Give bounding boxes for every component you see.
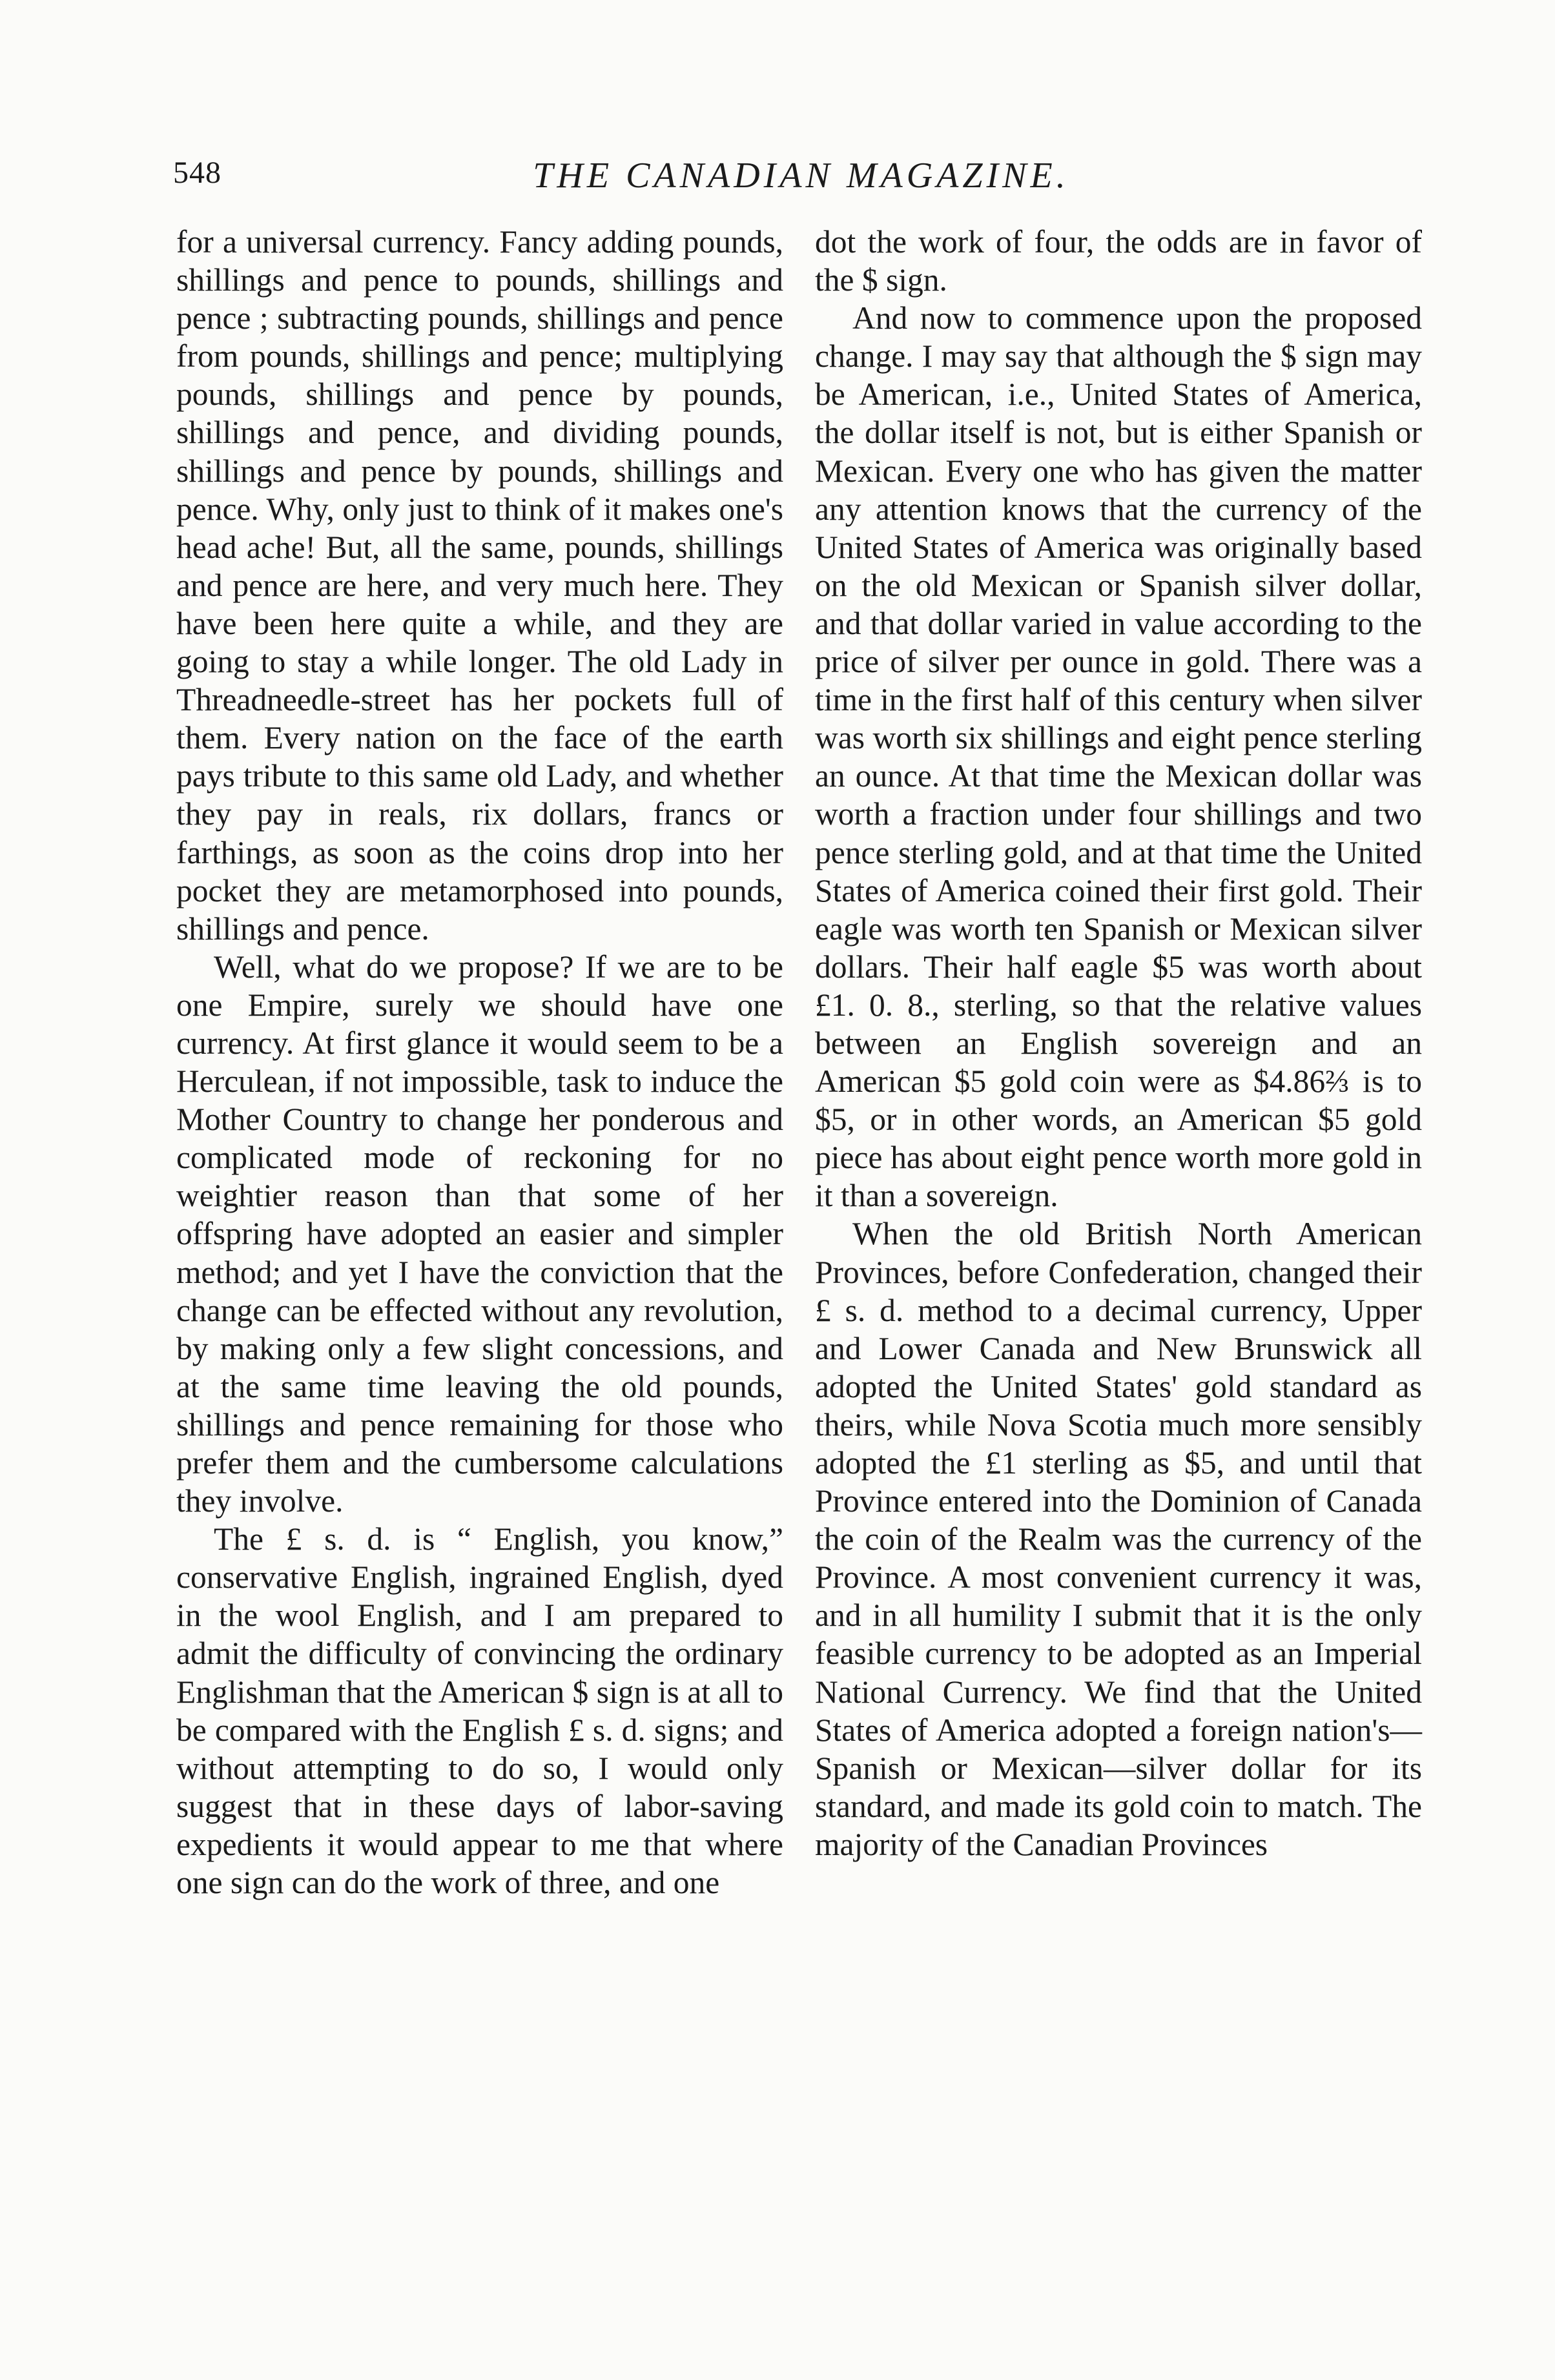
paragraph: The £ s. d. is “ English, you know,” conservative English, ingrained English, dyed in the wool English, and I am prepared to admit the difficulty of convincing the ordinary Englishman that the American $ sign is at all to be compared with the English £ s. d. signs; and without attempting to do so, I would only suggest that in these days of labor-saving expedients it would appear to me that where one sign can do the work of three, and one xyxy=(176,1521,783,1901)
right-column xyxy=(815,223,1422,1863)
paragraph: Well, what do we propose? If we are to be one Empire, surely we should have one currency. At first glance it would seem to be a Herculean, if not impossible, task to induce the Mother Country to change her ponderous and complicated mode of reckoning for no weightier reason than that some of her offspring have adopted an easier and simpler method; and yet I have the conviction that the change can be effected without any revolution, by making only a few slight concessions, and at the same time leaving the old pounds, shillings and pence remaining for those who prefer them and the cumbersome calculations they involve. xyxy=(176,949,783,1519)
paragraph: dot the work of four, the odds are in favor of the $ sign. xyxy=(815,224,1422,298)
left-column xyxy=(176,223,783,1902)
page-number: 548 xyxy=(173,156,221,190)
paragraph: When the old British North American Provinces, before Confederation, changed their £ s. d. method to a decimal currency, Upper and Lower Canada and New Brunswick all adopted the United States' gold standard as theirs, while Nova Scotia much more sensibly adopted the £1 sterling as $5, and until that Province entered into the Dominion of Canada the coin of the Realm was the currency of the Province. A most convenient currency it was, and in all humility I submit that it is the only feasible currency to be adopted as an Imperial National Currency. We find that the United States of America adopted a foreign nation's—Spanish or Mexican—silver dollar for its standard, and made its gold coin to match. The majority of the Canadian Provinces xyxy=(815,1216,1422,1862)
page-header xyxy=(173,155,1429,207)
paragraph: for a universal currency. Fancy adding pounds, shillings and pence to pounds, shillings and pence ; subtracting pounds, shillings and pence from pounds, shillings and pence; multiplying pounds, shillings and pence by pounds, shillings and pence, and dividing pounds, shillings and pence by pounds, shillings and pence. Why, only just to think of it makes one's head ache! But, all the same, pounds, shillings and pence are here, and very much here. They have been here quite a while, and they are going to stay a while longer. The old Lady in Threadneedle-street has her pockets full of them. Every nation on the face of the earth pays tribute to this same old Lady, and whether they pay in reals, rix dollars, francs or farthings, as soon as the coins drop into her pocket they are metamorphosed into pounds, shillings and pence. xyxy=(176,224,783,947)
paragraph: And now to commence upon the proposed change. I may say that although the $ sign may be American, i.e., United States of America, the dollar itself is not, but is either Spanish or Mexican. Every one who has given the matter any attention knows that the currency of the United States of America was originally based on the old Mexican or Spanish silver dollar, and that dollar varied in value according to the price of silver per ounce in gold. There was a time in the first half of this century when silver was worth six shillings and eight pence sterling an ounce. At that time the Mexican dollar was worth a fraction under four shillings and two pence sterling gold, and at that time the United States of America coined their first gold. Their eagle was worth ten Spanish or Mexican silver dollars. Their half eagle $5 was worth about £1. 0. 8., sterling, so that the relative values between an English sovereign and an American $5 gold coin were as $4.86⅔ is to $5, or in other words, an American $5 gold piece has about eight pence worth more gold in it than a sovereign. xyxy=(815,300,1422,1214)
running-title: THE CANADIAN MAGAZINE. xyxy=(533,156,1069,196)
